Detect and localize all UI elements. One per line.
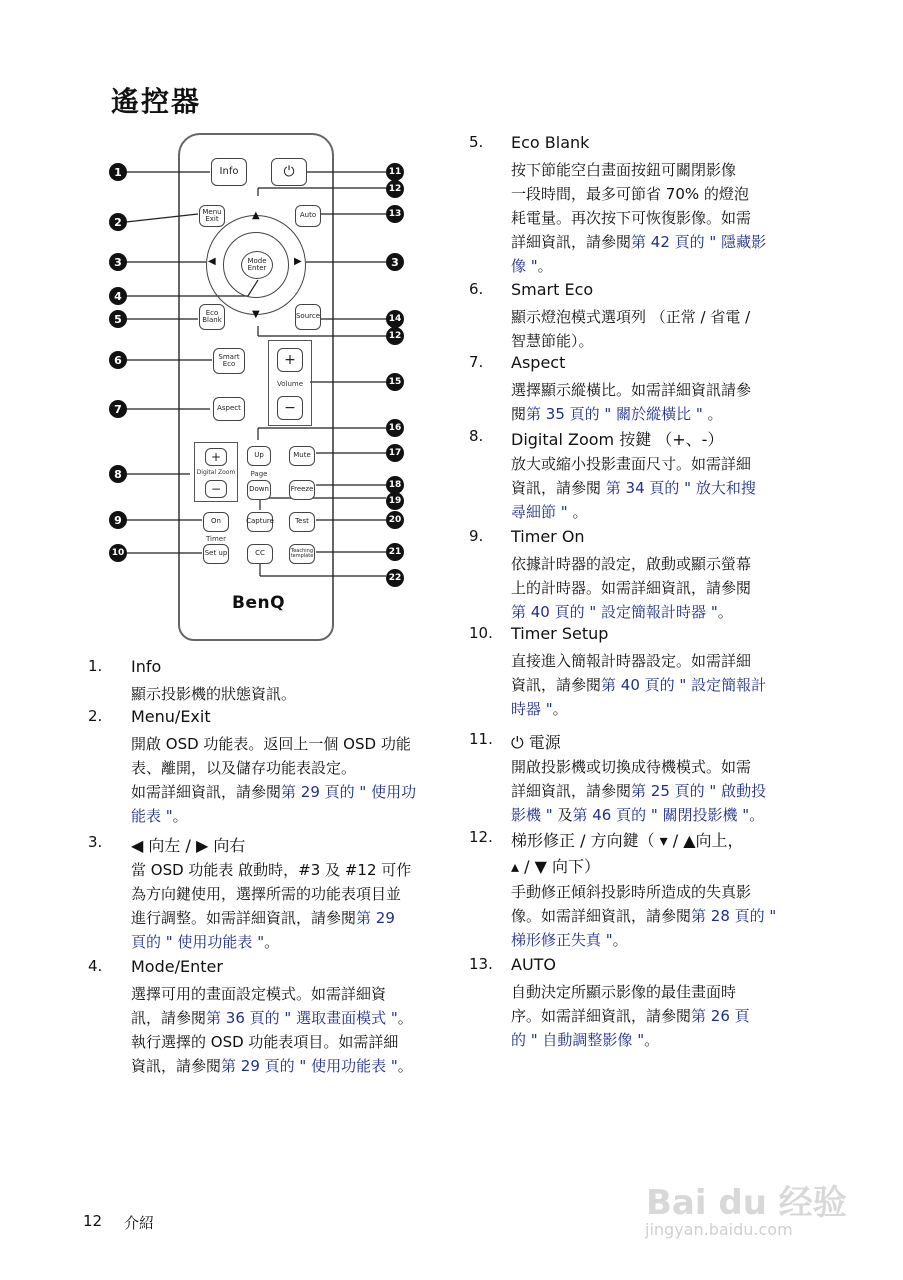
description-text: 耗電量。再次按下可恢復影像。如需 [511,209,752,227]
description-line [131,682,296,706]
item-description [131,858,411,954]
freeze-button[interactable]: Freeze [289,480,315,500]
description-text: 訊，請參閱 [131,1009,207,1027]
page-reference-link[interactable]: 第 29 頁的 " 使用功 [281,783,417,801]
callout-4: 4 [109,287,127,305]
page-down-button[interactable]: Down [247,480,271,500]
page-reference-link[interactable]: 第 42 頁的 " 隱藏影 [631,233,767,251]
item-description [131,732,416,828]
item-description [511,552,751,624]
page-reference-link[interactable]: 第 26 頁 [691,1007,750,1025]
digital-zoom-label: Digital Zoom [196,469,236,476]
callout-10: 10 [109,544,127,562]
page-reference-link[interactable]: 影機 " [511,806,553,824]
page-reference-link[interactable]: 第 36 頁的 " 選取畫面模式 " [206,1009,398,1027]
item-number: 3. [88,833,103,851]
description-text: 。 [172,807,188,825]
callout-17: 17 [386,444,404,462]
item-description [511,158,766,278]
description-text: 為方向鍵使用，選擇所需的功能表項目並 [131,885,402,903]
callout-12-bottom: 12 [386,327,404,345]
baidu-watermark-logo: Bai du 经验 [646,1183,847,1223]
page-reference-link[interactable]: 第 40 頁的 " 設定簡報計 [601,676,767,694]
item-number: 7. [469,353,484,371]
page-reference-link[interactable]: 第 25 頁的 " 啟動投 [631,782,767,800]
page-reference-link[interactable]: 第 40 頁的 " 設定簡報計時器 " [511,603,718,621]
item-description [511,980,750,1052]
description-line [511,452,756,476]
description-text: 按下節能空白畫面按鈕可關閉影像 [511,161,737,179]
item-description [511,305,750,353]
source-button[interactable]: Source [295,304,321,330]
auto-button[interactable]: Auto [295,205,321,227]
description-line [511,576,751,600]
callout-6: 6 [109,351,127,369]
page-reference-link[interactable]: 第 29 [356,909,395,927]
description-line [511,158,766,182]
callout-13: 13 [386,205,404,223]
description-line [511,697,766,721]
description-text: 自動決定所顯示影像的最佳畫面時 [511,983,737,1001]
page-up-button[interactable]: Up [247,446,271,466]
description-text: 序。如需詳細資訊，請參閱 [511,1007,692,1025]
description-text: 手動修正傾斜投影時所造成的失真影 [511,883,752,901]
description-line [511,779,766,803]
description-line [131,858,411,882]
callout-21: 21 [386,543,404,561]
item-heading: Menu/Exit [131,707,211,726]
item-description [511,755,766,827]
page-reference-link[interactable]: 第 34 頁的 " 放大和搜 [605,479,756,497]
description-text: 一段時間，最多可節省 70% 的燈泡 [511,185,749,203]
page-reference-link[interactable]: 時器 " [511,700,553,718]
description-text: 。 [749,806,765,824]
description-line [131,906,411,930]
description-line [511,476,756,500]
description-line [511,904,776,928]
description-text: 像。如需詳細資訊，請參閱 [511,907,692,925]
page-title: 遙控器 [111,85,202,118]
description-text: 進行調整。如需詳細資訊，請參閱 [131,909,357,927]
description-text: 。 [567,503,588,521]
description-line [131,732,416,756]
description-line [131,1054,413,1078]
item-number: 12. [469,828,493,846]
description-text: 詳細資訊，請參閱 [511,233,632,251]
capture-button[interactable]: Capture [247,512,273,532]
description-line [131,882,411,906]
callout-1: 1 [109,163,127,181]
description-text: 。 [702,405,723,423]
item-heading: ⏻ 電源 [511,733,561,752]
description-line [131,1030,413,1054]
description-line [511,552,751,576]
item-heading: Timer Setup [511,624,609,643]
item-heading: 梯形修正 / 方向鍵（ ▾ / ▲向上， [511,831,744,850]
description-line [511,182,766,206]
description-line [511,329,750,353]
item-description [131,682,296,706]
description-line [131,1006,413,1030]
description-line [511,1004,750,1028]
description-text: 。 [644,1031,660,1049]
volume-down-button[interactable]: − [277,396,303,420]
item-number: 13. [469,955,493,973]
description-text: 智慧節能）。 [511,332,594,350]
callout-3: 3 [109,253,127,271]
description-text: 上的計時器。如需詳細資訊，請參閱 [511,579,752,597]
keystone-down-icon[interactable]: ▼ [252,309,260,320]
description-text: 。 [612,931,628,949]
left-arrow-icon[interactable]: ◀ [208,256,216,267]
page-reference-link[interactable]: 像 " [511,257,538,275]
callout-2: 2 [109,213,127,231]
description-line [511,402,751,426]
description-text: 。 [552,700,568,718]
item-description [511,378,751,426]
description-line [131,780,416,804]
description-text: 當 OSD 功能表 啟動時，#3 及 #12 可作 [131,861,412,879]
page-reference-link[interactable]: 第 35 頁的 " 關於縱橫比 " [526,405,703,423]
item-description [511,649,766,721]
description-line [511,673,766,697]
description-line [131,982,413,1006]
item-heading-cont: ▴ / ▼ 向下） [511,857,600,876]
item-heading: Smart Eco [511,280,594,299]
callout-16: 16 [386,419,404,437]
eco-blank-button[interactable]: Eco Blank [199,304,225,330]
page-reference-link[interactable]: 頁的 " 使用功能表 " [131,933,265,951]
timer-label: Timer [205,535,226,543]
cc-button[interactable]: CC [247,544,273,564]
description-line [511,928,776,952]
description-line [511,230,766,254]
aspect-button[interactable]: Aspect [213,397,245,421]
callout-22: 22 [386,569,404,587]
description-text: 資訊，請參閱 [511,676,602,694]
description-text: 選擇可用的畫面設定模式。如需詳細資 [131,985,387,1003]
item-heading: AUTO [511,955,557,974]
volume-label: Volume [276,380,304,388]
description-line [511,803,766,827]
description-text: 及 [552,806,573,824]
callout-20: 20 [386,511,404,529]
page-reference-link[interactable]: 梯形修正失真 " [511,931,613,949]
item-heading: Timer On [511,527,585,546]
benq-logo: BenQ [232,593,286,613]
item-description [511,880,776,952]
item-heading: Aspect [511,353,566,372]
description-text: 。 [397,1009,413,1027]
description-text: 。 [397,1057,413,1075]
callout-14: 14 [386,310,404,328]
description-line [511,305,750,329]
page-number: 12 [83,1212,103,1230]
item-number: 2. [88,707,103,725]
description-line [511,880,776,904]
description-text: 閱 [511,405,527,423]
callout-8: 8 [109,465,127,483]
timer-on-button[interactable]: On [203,512,229,532]
description-text: 直接進入簡報計時器設定。如需詳細 [511,652,752,670]
description-text: 。 [264,933,280,951]
description-text: 。 [717,603,733,621]
teaching-template-button[interactable]: Teaching template [289,544,315,564]
description-text: 詳細資訊，請參閱 [511,782,632,800]
test-button[interactable]: Test [289,512,315,532]
page-reference-link[interactable]: 尋細節 " [511,503,568,521]
callout-11: 11 [386,163,404,181]
page-label: Page [250,470,268,478]
page-reference-link[interactable]: 第 28 頁的 " [691,907,777,925]
callout-7: 7 [109,400,127,418]
item-heading: Info [131,657,162,676]
timer-setup-button[interactable]: Set up [203,544,229,564]
item-number: 10. [469,624,493,642]
item-number: 5. [469,133,484,151]
item-number: 8. [469,427,484,445]
description-text: 資訊，請參閱 [511,479,606,497]
description-line [511,500,756,524]
description-line [511,1028,750,1052]
description-text: 放大或縮小投影畫面尺寸。如需詳細 [511,455,752,473]
volume-up-button[interactable]: + [277,348,303,372]
description-line [131,930,411,954]
right-arrow-icon[interactable]: ▶ [294,256,302,267]
description-line [511,755,766,779]
item-heading: ◀ 向左 / ▶ 向右 [131,836,246,855]
item-description [511,452,756,524]
description-text: 執行選擇的 OSD 功能表項目。如需詳細 [131,1033,399,1051]
description-line [511,254,766,278]
zoom-out-button[interactable]: − [205,480,227,498]
menu-exit-button[interactable]: Menu Exit [199,205,225,227]
callout-15: 15 [386,373,404,391]
description-text: 開啟投影機或切換成待機模式。如需 [511,758,752,776]
description-text: 開啟 OSD 功能表。返回上一個 OSD 功能 [131,735,411,753]
mute-button[interactable]: Mute [289,446,315,466]
page-reference-link[interactable]: 第 46 頁的 " 關閉投影機 " [572,806,750,824]
baidu-watermark-url: jingyan.baidu.com [645,1220,793,1239]
page-reference-link[interactable]: 能表 " [131,807,173,825]
smart-eco-button[interactable]: Smart Eco [213,348,245,374]
description-text: 。 [537,257,553,275]
item-heading: Digital Zoom 按鍵 （+、-） [511,430,724,449]
description-line [511,206,766,230]
item-number: 9. [469,527,484,545]
description-text: 表、離開，以及儲存功能表設定。 [131,759,357,777]
callout-9: 9 [109,511,127,529]
page-reference-link[interactable]: 第 29 頁的 " 使用功能表 " [221,1057,398,1075]
callout-3-right: 3 [386,253,404,271]
item-number: 1. [88,657,103,675]
description-line [131,804,416,828]
item-number: 6. [469,280,484,298]
callout-5: 5 [109,310,127,328]
item-description [131,982,413,1078]
zoom-in-button[interactable]: + [205,448,227,466]
description-text: 依據計時器的設定，啟動或顯示螢幕 [511,555,752,573]
item-number: 4. [88,957,103,975]
description-text: 如需詳細資訊，請參閱 [131,783,282,801]
callout-12-top: 12 [386,180,404,198]
info-button[interactable]: Info [211,158,247,186]
description-text: 資訊，請參閱 [131,1057,222,1075]
callout-18: 18 [386,476,404,494]
description-line [131,756,416,780]
description-line [511,378,751,402]
description-line [511,649,766,673]
item-number: 11. [469,730,493,748]
description-line [511,980,750,1004]
keystone-up-icon[interactable]: ▲ [252,210,260,221]
item-heading: Mode/Enter [131,957,223,976]
description-line [511,600,751,624]
item-heading: Eco Blank [511,133,590,152]
section-label: 介紹 [124,1214,155,1232]
description-text: 顯示投影機的狀態資訊。 [131,685,297,703]
description-text: 顯示燈泡模式選項列 （正常 / 省電 / [511,308,751,326]
page-reference-link[interactable]: 的 " 自動調整影像 " [511,1031,645,1049]
callout-19: 19 [386,492,404,510]
power-button[interactable]: ⏻ [271,158,307,186]
mode-enter-button[interactable]: Mode Enter [241,251,273,279]
description-text: 選擇顯示縱橫比。如需詳細資訊請參 [511,381,752,399]
